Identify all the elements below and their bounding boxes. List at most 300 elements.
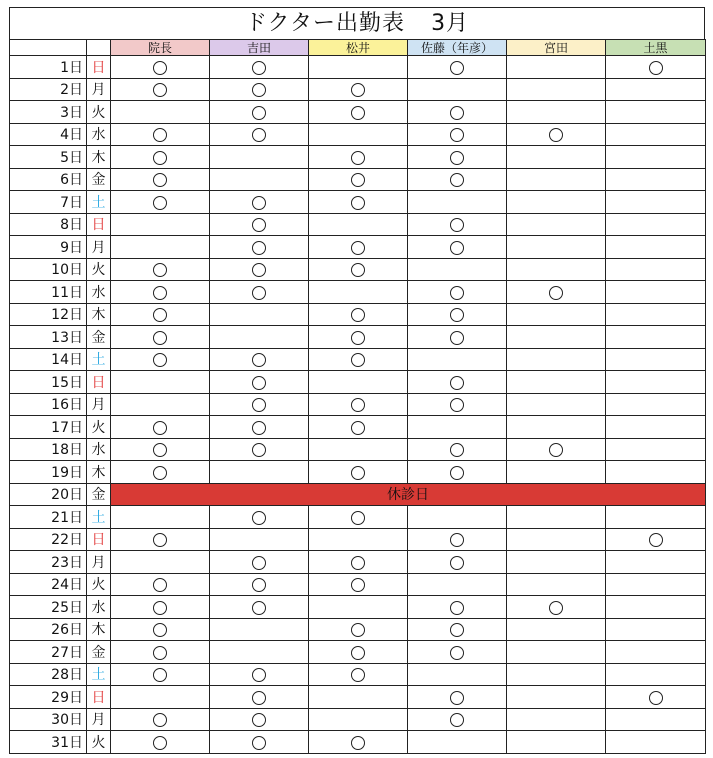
- doctor-header: 土黒: [606, 40, 706, 56]
- attendance-cell: [111, 416, 210, 439]
- attendance-cell: [111, 573, 210, 596]
- attendance-cell: [606, 461, 706, 484]
- attendance-cell: [210, 708, 309, 731]
- attendance-cell: [111, 281, 210, 304]
- attendance-cell: [309, 303, 408, 326]
- attendance-circle-icon: [549, 286, 563, 300]
- attendance-cell: [606, 618, 706, 641]
- attendance-cell: [507, 78, 606, 101]
- attendance-circle-icon: [153, 83, 167, 97]
- doctor-header: 佐藤（年彦）: [408, 40, 507, 56]
- table-row: [10, 528, 706, 551]
- attendance-cell: [309, 528, 408, 551]
- attendance-circle-icon: [252, 376, 266, 390]
- weekday-cell: 金: [87, 483, 111, 506]
- attendance-circle-icon: [351, 83, 365, 97]
- attendance-circle-icon: [252, 601, 266, 615]
- table-row: [10, 731, 706, 754]
- attendance-cell: [111, 236, 210, 259]
- attendance-circle-icon: [252, 511, 266, 525]
- attendance-cell: [408, 213, 507, 236]
- table-row: [10, 371, 706, 394]
- attendance-cell: [507, 596, 606, 619]
- attendance-cell: [309, 506, 408, 529]
- date-cell: 2日: [10, 78, 87, 101]
- attendance-cell: [606, 236, 706, 259]
- attendance-cell: [111, 348, 210, 371]
- attendance-circle-icon: [450, 398, 464, 412]
- weekday-cell: 月: [87, 393, 111, 416]
- attendance-cell: [111, 326, 210, 349]
- attendance-circle-icon: [153, 151, 167, 165]
- date-cell: 9日: [10, 236, 87, 259]
- attendance-cell: [111, 551, 210, 574]
- attendance-circle-icon: [252, 691, 266, 705]
- attendance-cell: [210, 168, 309, 191]
- attendance-circle-icon: [549, 601, 563, 615]
- attendance-cell: [408, 416, 507, 439]
- attendance-cell: [111, 213, 210, 236]
- date-cell: 27日: [10, 641, 87, 664]
- attendance-cell: [309, 168, 408, 191]
- table-row: [10, 236, 706, 259]
- attendance-cell: [408, 731, 507, 754]
- attendance-cell: [111, 708, 210, 731]
- attendance-cell: [210, 528, 309, 551]
- attendance-cell: [408, 146, 507, 169]
- table-row: [10, 168, 706, 191]
- title-month: 3月: [431, 11, 470, 36]
- attendance-circle-icon: [351, 623, 365, 637]
- attendance-cell: [606, 146, 706, 169]
- attendance-cell: [309, 618, 408, 641]
- attendance-cell: [408, 371, 507, 394]
- attendance-cell: [309, 348, 408, 371]
- weekday-cell: 月: [87, 236, 111, 259]
- attendance-cell: [210, 78, 309, 101]
- attendance-cell: [111, 146, 210, 169]
- date-cell: 24日: [10, 573, 87, 596]
- closed-day-banner: 休診日: [111, 483, 706, 506]
- attendance-cell: [408, 708, 507, 731]
- table-row: [10, 506, 706, 529]
- date-cell: 8日: [10, 213, 87, 236]
- attendance-cell: [507, 438, 606, 461]
- attendance-circle-icon: [450, 151, 464, 165]
- attendance-cell: [408, 123, 507, 146]
- attendance-cell: [210, 236, 309, 259]
- attendance-cell: [210, 101, 309, 124]
- attendance-cell: [408, 663, 507, 686]
- attendance-cell: [606, 78, 706, 101]
- title-text: ドクター出勤表: [244, 11, 406, 36]
- attendance-circle-icon: [450, 556, 464, 570]
- weekday-cell: 日: [87, 56, 111, 79]
- weekday-cell: 土: [87, 191, 111, 214]
- attendance-cell: [309, 123, 408, 146]
- attendance-circle-icon: [450, 376, 464, 390]
- attendance-cell: [111, 168, 210, 191]
- attendance-cell: [408, 258, 507, 281]
- table-row: [10, 123, 706, 146]
- attendance-cell: [210, 348, 309, 371]
- attendance-circle-icon: [450, 466, 464, 480]
- attendance-cell: [111, 731, 210, 754]
- attendance-circle-icon: [252, 398, 266, 412]
- attendance-cell: [111, 123, 210, 146]
- attendance-circle-icon: [252, 263, 266, 277]
- date-cell: 30日: [10, 708, 87, 731]
- attendance-cell: [507, 663, 606, 686]
- attendance-circle-icon: [153, 263, 167, 277]
- attendance-circle-icon: [153, 443, 167, 457]
- attendance-cell: [309, 213, 408, 236]
- date-cell: 28日: [10, 663, 87, 686]
- attendance-cell: [111, 461, 210, 484]
- attendance-cell: [210, 461, 309, 484]
- attendance-cell: [309, 686, 408, 709]
- attendance-cell: [606, 573, 706, 596]
- attendance-cell: [210, 393, 309, 416]
- attendance-cell: [507, 551, 606, 574]
- attendance-cell: [507, 348, 606, 371]
- attendance-cell: [408, 168, 507, 191]
- weekday-cell: 日: [87, 213, 111, 236]
- date-cell: 21日: [10, 506, 87, 529]
- attendance-cell: [408, 101, 507, 124]
- header-dow-blank: [87, 40, 111, 56]
- attendance-cell: [210, 618, 309, 641]
- table-row: [10, 326, 706, 349]
- attendance-cell: [210, 258, 309, 281]
- table-row: [10, 641, 706, 664]
- table-row: [10, 708, 706, 731]
- attendance-circle-icon: [549, 128, 563, 142]
- attendance-circle-icon: [450, 128, 464, 142]
- attendance-cell: [408, 573, 507, 596]
- attendance-circle-icon: [450, 308, 464, 322]
- attendance-cell: [111, 56, 210, 79]
- attendance-cell: [309, 461, 408, 484]
- attendance-cell: [507, 641, 606, 664]
- table-row: [10, 78, 706, 101]
- attendance-cell: [210, 551, 309, 574]
- attendance-circle-icon: [153, 578, 167, 592]
- attendance-circle-icon: [351, 421, 365, 435]
- attendance-cell: [210, 281, 309, 304]
- attendance-circle-icon: [153, 668, 167, 682]
- attendance-circle-icon: [351, 466, 365, 480]
- weekday-cell: 木: [87, 303, 111, 326]
- attendance-cell: [408, 348, 507, 371]
- attendance-cell: [507, 258, 606, 281]
- attendance-cell: [606, 213, 706, 236]
- attendance-circle-icon: [351, 196, 365, 210]
- attendance-circle-icon: [351, 353, 365, 367]
- attendance-cell: [210, 123, 309, 146]
- attendance-cell: [111, 663, 210, 686]
- attendance-cell: [606, 168, 706, 191]
- attendance-cell: [210, 573, 309, 596]
- attendance-cell: [309, 191, 408, 214]
- attendance-cell: [507, 123, 606, 146]
- table-row: [10, 686, 706, 709]
- attendance-cell: [408, 78, 507, 101]
- attendance-circle-icon: [252, 61, 266, 75]
- attendance-cell: [507, 371, 606, 394]
- attendance-cell: [606, 551, 706, 574]
- attendance-circle-icon: [153, 308, 167, 322]
- attendance-cell: [111, 528, 210, 551]
- attendance-cell: [408, 551, 507, 574]
- attendance-cell: [507, 731, 606, 754]
- attendance-cell: [111, 596, 210, 619]
- attendance-cell: [111, 506, 210, 529]
- attendance-cell: [309, 393, 408, 416]
- table-row: [10, 146, 706, 169]
- weekday-cell: 火: [87, 101, 111, 124]
- date-cell: 6日: [10, 168, 87, 191]
- attendance-circle-icon: [153, 736, 167, 750]
- table-row: [10, 573, 706, 596]
- attendance-cell: [408, 438, 507, 461]
- attendance-cell: [309, 438, 408, 461]
- attendance-circle-icon: [649, 533, 663, 547]
- attendance-circle-icon: [351, 173, 365, 187]
- attendance-cell: [606, 258, 706, 281]
- attendance-circle-icon: [351, 331, 365, 345]
- date-cell: 29日: [10, 686, 87, 709]
- attendance-cell: [507, 506, 606, 529]
- attendance-cell: [606, 416, 706, 439]
- attendance-circle-icon: [351, 578, 365, 592]
- attendance-cell: [210, 506, 309, 529]
- attendance-cell: [210, 663, 309, 686]
- attendance-circle-icon: [252, 286, 266, 300]
- date-cell: 12日: [10, 303, 87, 326]
- table-row: [10, 618, 706, 641]
- attendance-cell: [507, 326, 606, 349]
- attendance-cell: [606, 528, 706, 551]
- weekday-cell: 土: [87, 506, 111, 529]
- attendance-cell: [606, 438, 706, 461]
- attendance-cell: [309, 551, 408, 574]
- attendance-circle-icon: [450, 173, 464, 187]
- attendance-circle-icon: [153, 61, 167, 75]
- table-row: [10, 348, 706, 371]
- attendance-circle-icon: [450, 646, 464, 660]
- attendance-cell: [606, 56, 706, 79]
- attendance-circle-icon: [153, 601, 167, 615]
- attendance-circle-icon: [153, 421, 167, 435]
- weekday-cell: 火: [87, 258, 111, 281]
- attendance-circle-icon: [153, 353, 167, 367]
- attendance-cell: [210, 303, 309, 326]
- attendance-cell: [507, 213, 606, 236]
- date-cell: 25日: [10, 596, 87, 619]
- table-row: [10, 416, 706, 439]
- weekday-cell: 月: [87, 78, 111, 101]
- attendance-cell: [210, 731, 309, 754]
- doctor-header: 院長: [111, 40, 210, 56]
- attendance-circle-icon: [450, 331, 464, 345]
- attendance-cell: [606, 281, 706, 304]
- attendance-cell: [309, 236, 408, 259]
- attendance-circle-icon: [252, 106, 266, 120]
- attendance-cell: [309, 371, 408, 394]
- attendance-cell: [309, 596, 408, 619]
- attendance-circle-icon: [252, 353, 266, 367]
- attendance-cell: [507, 191, 606, 214]
- header-date-blank: [10, 40, 87, 56]
- attendance-circle-icon: [153, 331, 167, 345]
- attendance-circle-icon: [153, 173, 167, 187]
- weekday-cell: 火: [87, 416, 111, 439]
- attendance-cell: [210, 438, 309, 461]
- attendance-cell: [507, 686, 606, 709]
- attendance-cell: [507, 303, 606, 326]
- attendance-circle-icon: [351, 263, 365, 277]
- date-cell: 23日: [10, 551, 87, 574]
- attendance-circle-icon: [351, 511, 365, 525]
- attendance-circle-icon: [252, 241, 266, 255]
- attendance-cell: [408, 281, 507, 304]
- attendance-circle-icon: [252, 668, 266, 682]
- attendance-cell: [210, 56, 309, 79]
- attendance-cell: [111, 191, 210, 214]
- attendance-cell: [408, 596, 507, 619]
- attendance-cell: [606, 641, 706, 664]
- attendance-cell: [606, 596, 706, 619]
- attendance-cell: [210, 686, 309, 709]
- attendance-cell: [309, 641, 408, 664]
- attendance-circle-icon: [450, 106, 464, 120]
- date-cell: 18日: [10, 438, 87, 461]
- attendance-cell: [309, 663, 408, 686]
- attendance-cell: [606, 191, 706, 214]
- attendance-cell: [111, 78, 210, 101]
- attendance-cell: [606, 101, 706, 124]
- attendance-circle-icon: [153, 646, 167, 660]
- table-row: [10, 461, 706, 484]
- attendance-circle-icon: [450, 286, 464, 300]
- attendance-circle-icon: [450, 623, 464, 637]
- attendance-cell: [507, 416, 606, 439]
- table-body: [10, 56, 706, 754]
- table-row: [10, 258, 706, 281]
- attendance-circle-icon: [252, 556, 266, 570]
- attendance-cell: [111, 641, 210, 664]
- attendance-cell: [507, 281, 606, 304]
- attendance-circle-icon: [351, 398, 365, 412]
- table-row: [10, 56, 706, 79]
- weekday-cell: 土: [87, 348, 111, 371]
- attendance-cell: [507, 101, 606, 124]
- attendance-cell: [309, 326, 408, 349]
- table-row: [10, 281, 706, 304]
- attendance-cell: [606, 123, 706, 146]
- attendance-cell: [309, 731, 408, 754]
- date-cell: 11日: [10, 281, 87, 304]
- attendance-cell: [408, 461, 507, 484]
- date-cell: 19日: [10, 461, 87, 484]
- date-cell: 1日: [10, 56, 87, 79]
- attendance-cell: [606, 663, 706, 686]
- table-row: [10, 663, 706, 686]
- attendance-circle-icon: [450, 691, 464, 705]
- attendance-cell: [606, 326, 706, 349]
- attendance-cell: [507, 618, 606, 641]
- attendance-circle-icon: [153, 533, 167, 547]
- attendance-circle-icon: [153, 623, 167, 637]
- weekday-cell: 火: [87, 731, 111, 754]
- attendance-cell: [309, 146, 408, 169]
- date-cell: 16日: [10, 393, 87, 416]
- table-row: [10, 483, 706, 506]
- date-cell: 10日: [10, 258, 87, 281]
- attendance-circle-icon: [450, 218, 464, 232]
- date-cell: 22日: [10, 528, 87, 551]
- attendance-cell: [111, 393, 210, 416]
- attendance-cell: [507, 528, 606, 551]
- table-row: [10, 596, 706, 619]
- weekday-cell: 水: [87, 596, 111, 619]
- attendance-cell: [507, 393, 606, 416]
- attendance-circle-icon: [450, 443, 464, 457]
- attendance-cell: [408, 506, 507, 529]
- attendance-cell: [606, 393, 706, 416]
- attendance-circle-icon: [252, 128, 266, 142]
- weekday-cell: 金: [87, 168, 111, 191]
- attendance-circle-icon: [351, 308, 365, 322]
- date-cell: 13日: [10, 326, 87, 349]
- attendance-cell: [210, 371, 309, 394]
- date-cell: 31日: [10, 731, 87, 754]
- attendance-cell: [606, 708, 706, 731]
- attendance-cell: [606, 686, 706, 709]
- attendance-cell: [507, 146, 606, 169]
- attendance-cell: [507, 573, 606, 596]
- attendance-cell: [309, 56, 408, 79]
- attendance-cell: [507, 56, 606, 79]
- weekday-cell: 土: [87, 663, 111, 686]
- weekday-cell: 月: [87, 551, 111, 574]
- attendance-cell: [309, 708, 408, 731]
- attendance-cell: [408, 236, 507, 259]
- attendance-cell: [309, 416, 408, 439]
- attendance-cell: [309, 573, 408, 596]
- schedule-sheet: [9, 7, 705, 754]
- attendance-cell: [111, 371, 210, 394]
- attendance-circle-icon: [351, 668, 365, 682]
- attendance-circle-icon: [252, 736, 266, 750]
- attendance-cell: [309, 258, 408, 281]
- attendance-circle-icon: [153, 286, 167, 300]
- attendance-cell: [408, 303, 507, 326]
- attendance-cell: [111, 303, 210, 326]
- weekday-cell: 水: [87, 438, 111, 461]
- attendance-cell: [507, 236, 606, 259]
- date-cell: 15日: [10, 371, 87, 394]
- attendance-cell: [606, 731, 706, 754]
- attendance-cell: [111, 258, 210, 281]
- attendance-cell: [309, 101, 408, 124]
- weekday-cell: 火: [87, 573, 111, 596]
- weekday-cell: 水: [87, 281, 111, 304]
- attendance-cell: [408, 641, 507, 664]
- header-row: [10, 40, 706, 56]
- attendance-cell: [111, 686, 210, 709]
